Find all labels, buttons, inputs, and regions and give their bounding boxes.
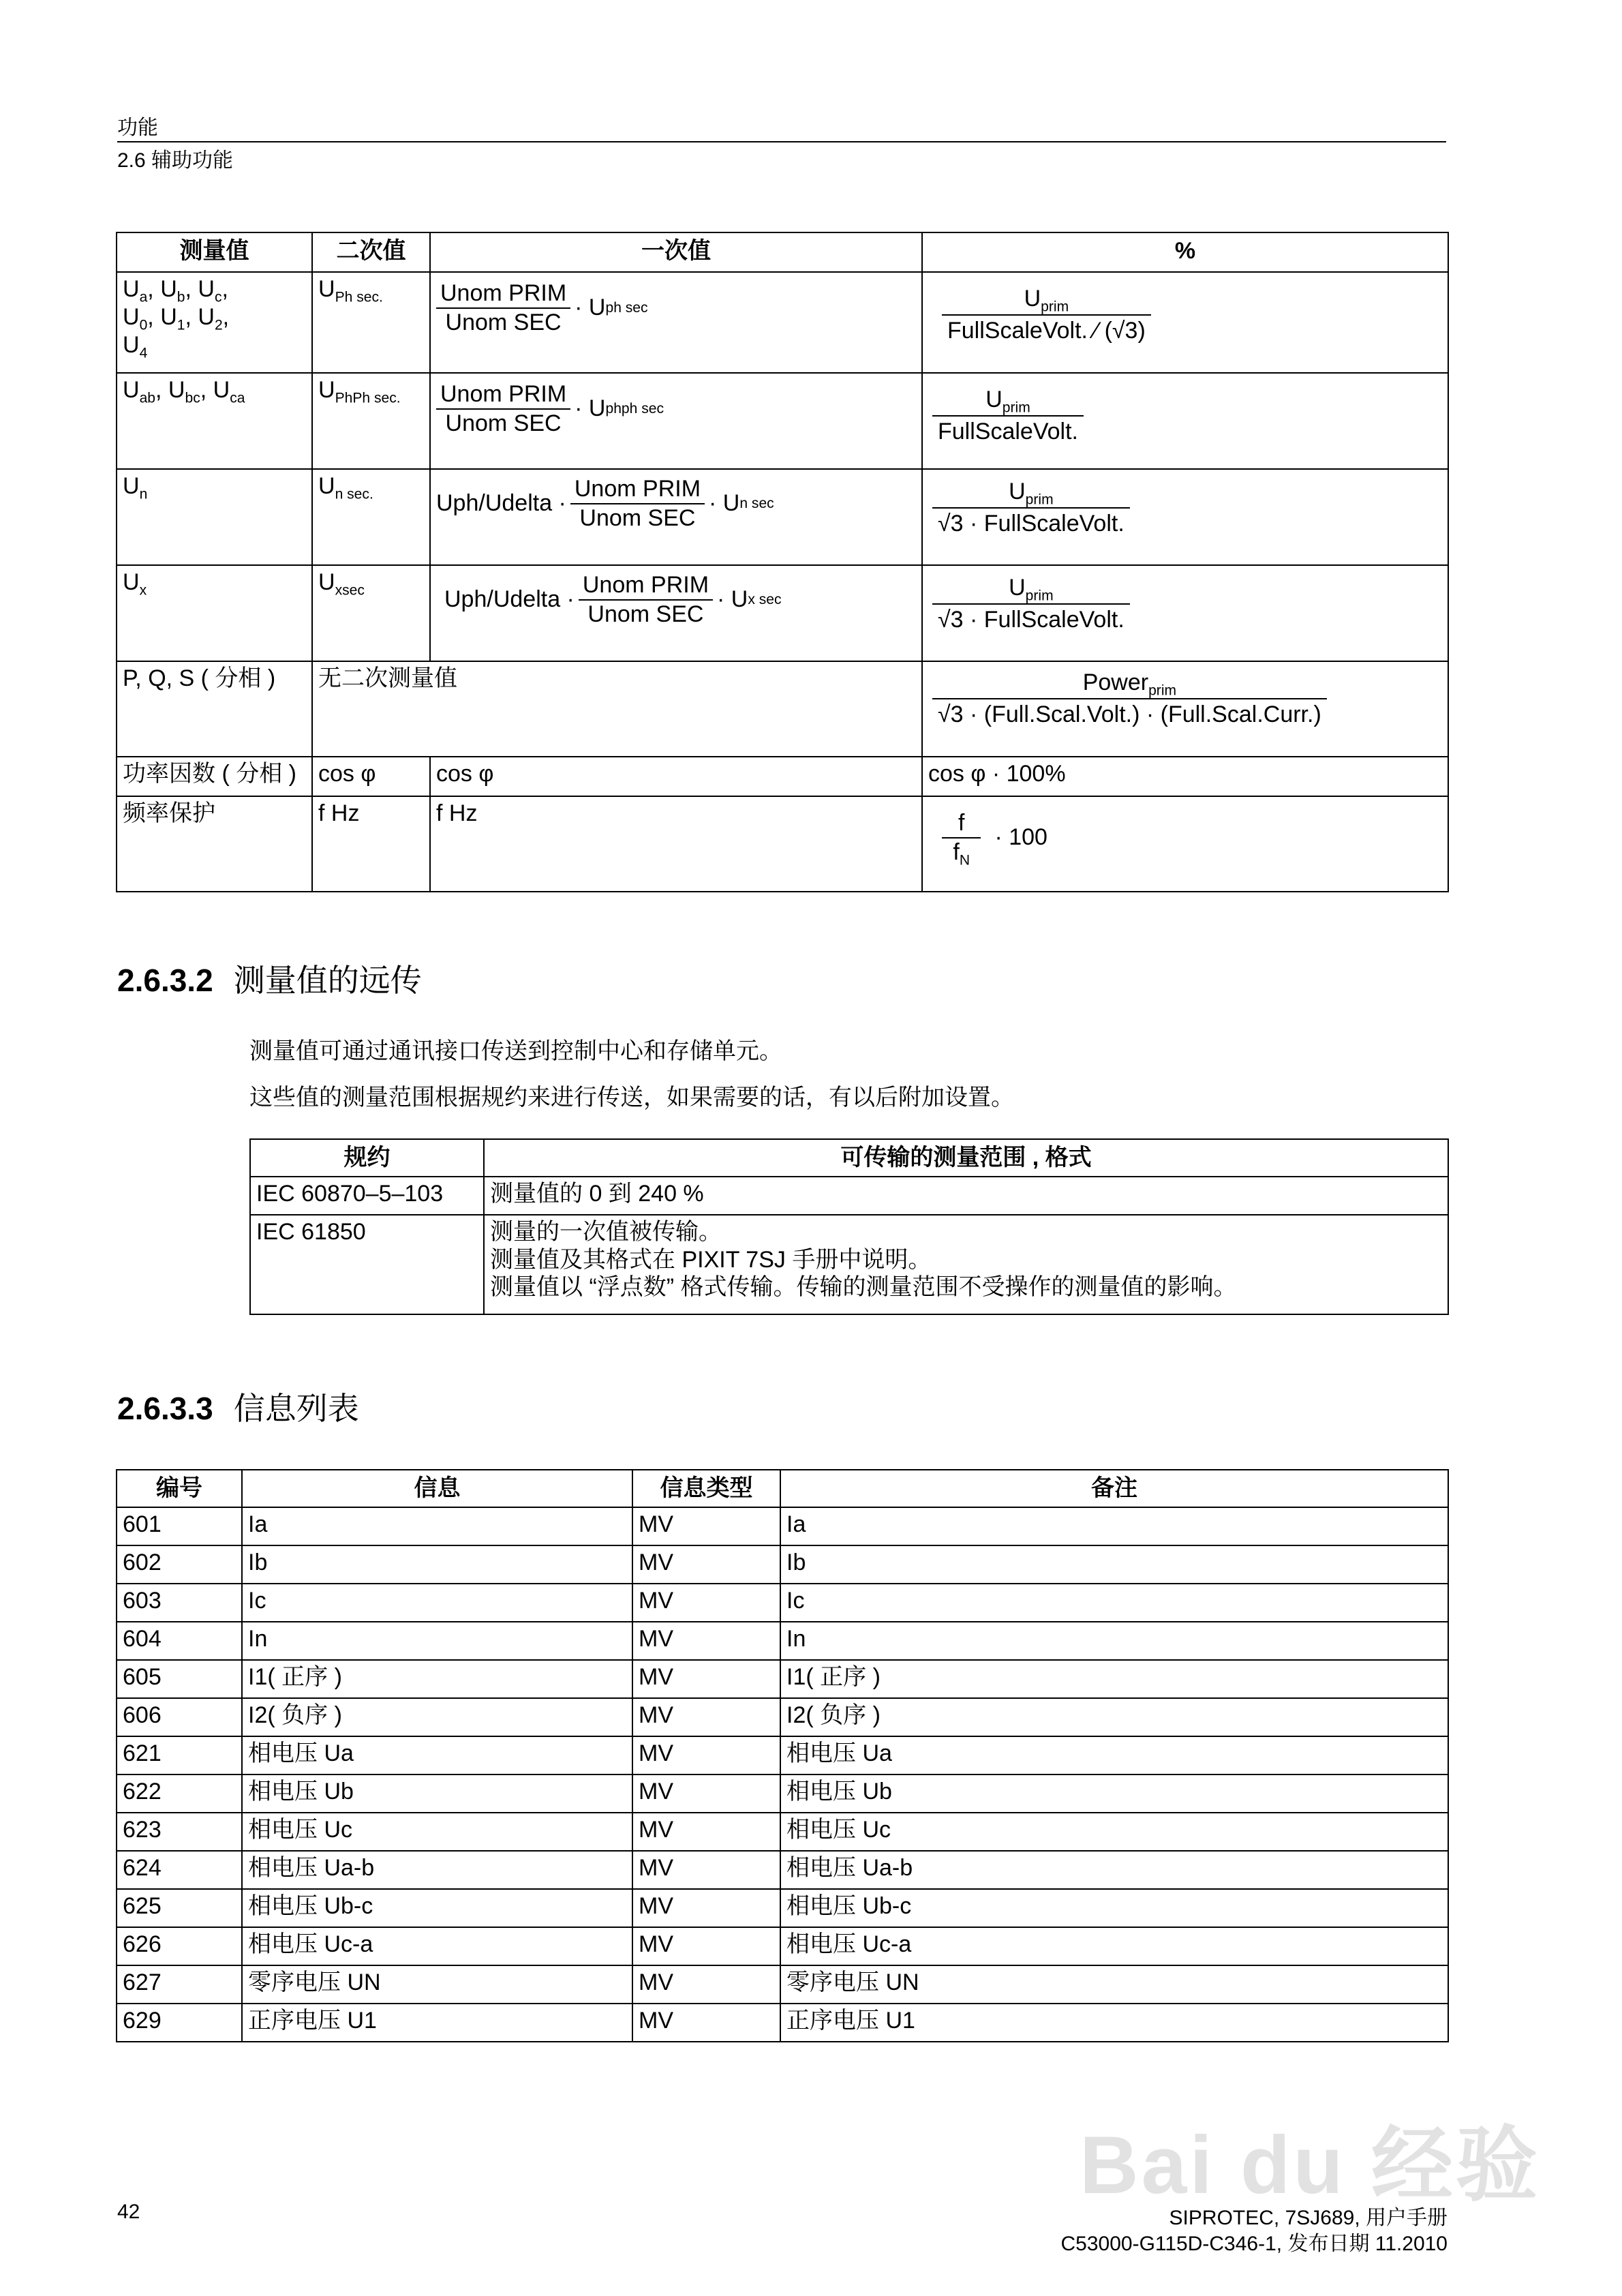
info-cell: 零序电压 UN <box>242 1965 632 2004</box>
remark-cell: In <box>780 1622 1448 1660</box>
measured-cell: $U_a$, $U_b$, $U_c$, $U_0$, $U_1$, $U_2$, $U_4$ <box>117 272 312 373</box>
percent-cell: $\frac{U_{prim}}{\text{√3 · FullScaleVolt.}}$ <box>922 469 1448 565</box>
info-cell: 相电压 Uc-a <box>242 1927 632 1965</box>
type-cell: MV <box>632 1774 780 1813</box>
number-cell: 601 <box>117 1507 242 1545</box>
footer-doc-id: C53000-G115D-C346-1, 发布日期 11.2010 <box>1060 2233 1448 2255</box>
col-header: 可传输的测量范围 , 格式 <box>484 1139 1448 1177</box>
number-cell: 602 <box>117 1545 242 1584</box>
number-cell: 622 <box>117 1774 242 1813</box>
col-header: 规约 <box>250 1139 484 1177</box>
percent-cell: $\frac{U_{prim}}{\text{FullScaleVolt.}}$ <box>922 373 1448 469</box>
type-cell: MV <box>632 1584 780 1622</box>
number-cell: 626 <box>117 1927 242 1965</box>
info-cell: 相电压 Ub <box>242 1774 632 1813</box>
col-header: 信息 <box>242 1470 632 1507</box>
percent-cell: $\frac{U_{prim}}{\text{√3 · FullScaleVolt.}}$ <box>922 565 1448 661</box>
info-cell: 相电压 Uc <box>242 1813 632 1851</box>
paragraph: 这些值的测量范围根据规约来进行传送，如果需要的话，有以后附加设置。 <box>249 1085 1014 1111</box>
remark-cell: I1( 正序 ) <box>780 1660 1448 1698</box>
type-cell: MV <box>632 2004 780 2042</box>
remark-cell: I2( 负序 ) <box>780 1698 1448 1736</box>
remark-cell: 相电压 Uc-a <box>780 1927 1448 1965</box>
table-row <box>117 1507 1448 1545</box>
measured-cell: $U_x$ <box>117 565 312 661</box>
protocol-cell: IEC 61850 <box>250 1215 484 1314</box>
header-rule <box>117 141 1446 142</box>
measured-cell: 功率因数 ( 分相 ) <box>117 757 312 796</box>
measurement-table <box>116 232 1449 892</box>
page-number: 42 <box>117 2201 140 2223</box>
number-cell: 625 <box>117 1889 242 1927</box>
percent-cell: $\frac{f}{f_N}$ · 100 <box>922 796 1448 892</box>
info-cell: Ia <box>242 1507 632 1545</box>
table-row <box>117 1584 1448 1622</box>
table-row <box>250 1215 1448 1314</box>
info-cell: Ic <box>242 1584 632 1622</box>
chapter-title: 功能 <box>117 117 158 139</box>
col-header: 测量值 <box>117 232 312 272</box>
section-heading-2632: 2.6.3.2 测量值的远传 <box>117 963 422 998</box>
percent-cell: $\frac{Power_{prim}}{\text{√3 · (Full.Scal.Volt.) · (Full.Scal.Curr.)}}$ <box>922 661 1448 757</box>
remark-cell: 相电压 Ub-c <box>780 1889 1448 1927</box>
percent-cell: cos φ · 100% <box>922 757 1448 796</box>
secondary-cell: $U_{PhPh sec.}$ <box>312 373 430 469</box>
number-cell: 627 <box>117 1965 242 2004</box>
table-row <box>117 1927 1448 1965</box>
info-list-table <box>116 1469 1449 2042</box>
secondary-cell: f Hz <box>312 796 430 892</box>
type-cell: MV <box>632 1698 780 1736</box>
table-row <box>117 1736 1448 1774</box>
protocol-cell: IEC 60870–5–103 <box>250 1177 484 1215</box>
number-cell: 605 <box>117 1660 242 1698</box>
remark-cell: Ic <box>780 1584 1448 1622</box>
table-row <box>117 757 1448 796</box>
col-header: 一次值 <box>430 232 922 272</box>
remark-cell: Ia <box>780 1507 1448 1545</box>
remark-cell: 相电压 Ub <box>780 1774 1448 1813</box>
info-cell: Ib <box>242 1545 632 1584</box>
type-cell: MV <box>632 1851 780 1889</box>
table-row <box>117 469 1448 565</box>
table-row <box>250 1177 1448 1215</box>
number-cell: 604 <box>117 1622 242 1660</box>
remark-cell: 相电压 Ua <box>780 1736 1448 1774</box>
secondary-cell: $U_{xsec}$ <box>312 565 430 661</box>
remark-cell: 正序电压 U1 <box>780 2004 1448 2042</box>
section-heading-2633: 2.6.3.3 信息列表 <box>117 1391 359 1426</box>
table-row <box>117 1851 1448 1889</box>
col-header: 信息类型 <box>632 1470 780 1507</box>
table-row <box>117 661 1448 757</box>
remark-cell: 相电压 Uc <box>780 1813 1448 1851</box>
primary-cell: Uph/Udelta · $\frac{\text{Unom PRIM}}{\text{Unom SEC}}$ · U x sec <box>430 565 922 661</box>
info-cell: 相电压 Ua-b <box>242 1851 632 1889</box>
col-header: 备注 <box>780 1470 1448 1507</box>
table-row <box>117 1660 1448 1698</box>
col-header: 二次值 <box>312 232 430 272</box>
table-row <box>117 1889 1448 1927</box>
secondary-cell: 无二次测量值 <box>312 661 922 757</box>
remark-cell: 相电压 Ua-b <box>780 1851 1448 1889</box>
primary-cell: Uph/Udelta · $\frac{\text{Unom PRIM}}{\text{Unom SEC}}$ · U n sec <box>430 469 922 565</box>
type-cell: MV <box>632 1507 780 1545</box>
info-cell: I1( 正序 ) <box>242 1660 632 1698</box>
table-row <box>117 373 1448 469</box>
info-cell: In <box>242 1622 632 1660</box>
footer-product: SIPROTEC, 7SJ689, 用户手册 <box>1169 2207 1448 2229</box>
type-cell: MV <box>632 1622 780 1660</box>
measured-cell: $U_n$ <box>117 469 312 565</box>
table-row <box>117 796 1448 892</box>
remark-cell: 零序电压 UN <box>780 1965 1448 2004</box>
primary-cell: $\frac{\text{Unom PRIM}}{\text{Unom SEC}}$ · U ph sec <box>430 272 922 373</box>
col-header: % <box>922 232 1448 272</box>
number-cell: 629 <box>117 2004 242 2042</box>
type-cell: MV <box>632 1660 780 1698</box>
table-row <box>117 2004 1448 2042</box>
percent-cell: $\frac{U_{prim}}{\text{FullScaleVolt. ⁄ (√3)}}$ <box>922 272 1448 373</box>
type-cell: MV <box>632 1889 780 1927</box>
col-header: 编号 <box>117 1470 242 1507</box>
type-cell: MV <box>632 1965 780 2004</box>
number-cell: 621 <box>117 1736 242 1774</box>
remark-cell: Ib <box>780 1545 1448 1584</box>
info-cell: 相电压 Ua <box>242 1736 632 1774</box>
table-row <box>117 1622 1448 1660</box>
table-row <box>117 272 1448 373</box>
measured-cell: $U_{ab}$, $U_{bc}$, $U_{ca}$ <box>117 373 312 469</box>
primary-cell: cos φ <box>430 757 922 796</box>
table-row <box>117 1965 1448 2004</box>
table-row <box>117 1545 1448 1584</box>
table-row <box>117 1774 1448 1813</box>
section-title: 2.6 辅助功能 <box>117 149 234 172</box>
type-cell: MV <box>632 1736 780 1774</box>
measured-cell: 频率保护 <box>117 796 312 892</box>
measured-cell: P, Q, S ( 分相 ) <box>117 661 312 757</box>
table-row <box>117 1813 1448 1851</box>
secondary-cell: $U_{Ph sec.}$ <box>312 272 430 373</box>
secondary-cell: cos φ <box>312 757 430 796</box>
number-cell: 623 <box>117 1813 242 1851</box>
number-cell: 603 <box>117 1584 242 1622</box>
secondary-cell: $U_{n sec.}$ <box>312 469 430 565</box>
protocol-table <box>249 1138 1449 1315</box>
paragraph: 测量值可通过通讯接口传送到控制中心和存储单元。 <box>249 1038 782 1064</box>
watermark-logo: Bai du 经验 <box>1079 2119 1540 2211</box>
number-cell: 606 <box>117 1698 242 1736</box>
type-cell: MV <box>632 1927 780 1965</box>
range-cell: 测量值的 0 到 240 % <box>484 1177 1448 1215</box>
info-cell: 正序电压 U1 <box>242 2004 632 2042</box>
table-row <box>117 565 1448 661</box>
type-cell: MV <box>632 1813 780 1851</box>
number-cell: 624 <box>117 1851 242 1889</box>
type-cell: MV <box>632 1545 780 1584</box>
primary-cell: f Hz <box>430 796 922 892</box>
primary-cell: $\frac{\text{Unom PRIM}}{\text{Unom SEC}}$ · U phph sec <box>430 373 922 469</box>
info-cell: I2( 负序 ) <box>242 1698 632 1736</box>
range-cell: 测量的一次值被传输。 测量值及其格式在 PIXIT 7SJ 手册中说明。 测量值以 “浮点数” 格式传输。传输的测量范围不受操作的测量值的影响。 <box>484 1215 1448 1314</box>
table-row <box>117 1698 1448 1736</box>
info-cell: 相电压 Ub-c <box>242 1889 632 1927</box>
